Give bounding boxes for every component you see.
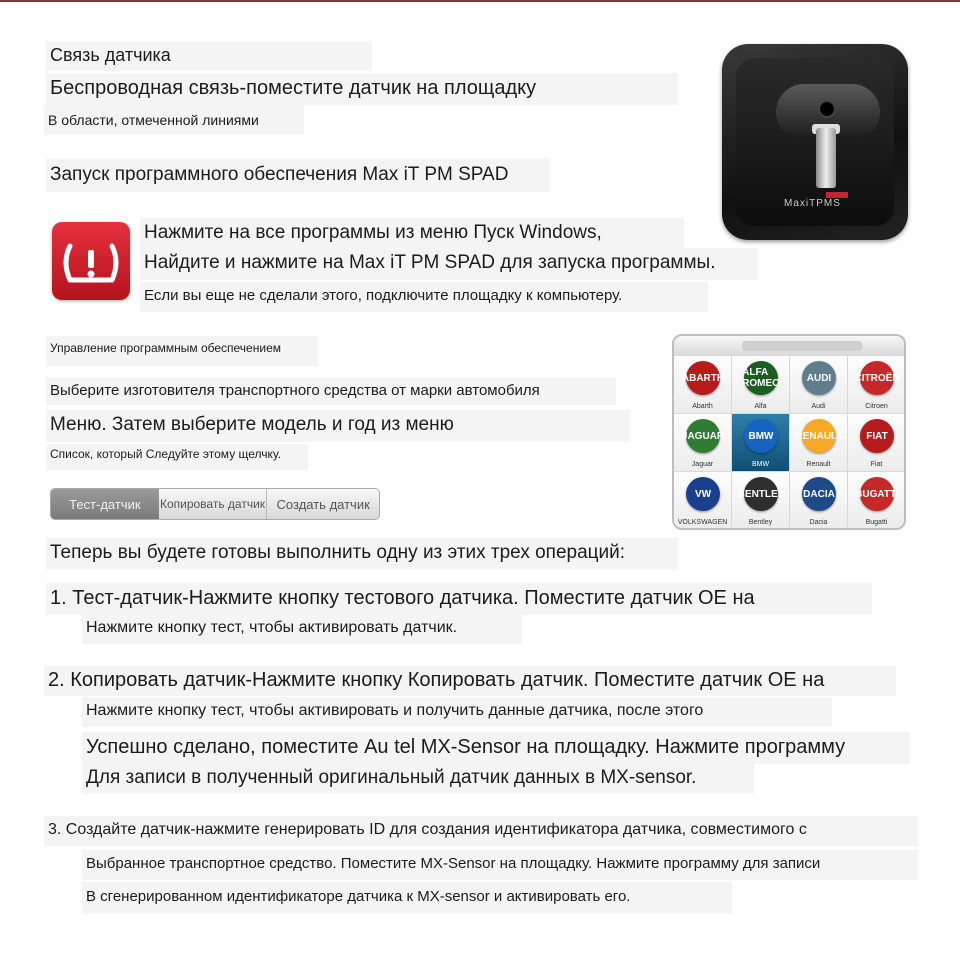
brand-logo-icon: BENTLEY — [744, 477, 778, 511]
connection-line-1: Беспроводная связь-поместите датчик на площадку — [46, 73, 678, 105]
op2-line-3: Для записи в полученный оригинальный датчик данных в MX-sensor. — [82, 764, 754, 794]
brand-tile[interactable] — [790, 472, 848, 530]
brand-tile[interactable] — [732, 472, 790, 530]
tpms-warning-app-icon — [52, 222, 130, 300]
brand-name: Bugatti — [865, 519, 888, 526]
brand-tile[interactable] — [732, 356, 790, 414]
brand-name: Audi — [811, 403, 826, 410]
brand-name: Fiat — [870, 461, 883, 468]
pad-logo: MaxiTPMS — [784, 198, 841, 209]
brand-name: BMW — [751, 461, 770, 468]
brand-name: Jaguar — [691, 461, 714, 468]
ready-text: Теперь вы будете готовы выполнить одну из этих трех операций: — [46, 538, 678, 570]
brand-tile[interactable] — [732, 414, 790, 472]
software-line-2: Меню. Затем выберите модель и год из меню — [46, 410, 630, 442]
section-title-software: Управление программным обеспечением — [46, 336, 318, 366]
brand-tile[interactable] — [790, 356, 848, 414]
brand-logo-icon: VW — [686, 477, 720, 511]
op2-line-2: Успешно сделано, поместите Au tel MX-Sensor на площадку. Нажмите программу — [82, 732, 910, 764]
brand-name: Bentley — [748, 519, 773, 526]
launch-line-1: Нажмите на все программы из меню Пуск Windows, — [140, 218, 684, 248]
brand-logo-icon: CITROËN — [860, 361, 894, 395]
launch-line-2: Найдите и нажмите на Max iT PM SPAD для запуска программы. — [140, 248, 758, 280]
brand-name: Alfa — [754, 403, 767, 410]
brand-tile[interactable] — [674, 356, 732, 414]
op2-line-1: Нажмите кнопку тест, чтобы активировать и получить данные датчика, после этого — [82, 697, 832, 727]
test-sensor-button[interactable]: Тест-датчик — [51, 489, 159, 519]
brand-tile[interactable] — [790, 414, 848, 472]
brand-tile[interactable] — [674, 414, 732, 472]
brand-name: VOLKSWAGEN — [677, 519, 728, 526]
brand-tile[interactable] — [848, 356, 906, 414]
top-border — [0, 0, 960, 2]
brand-tile[interactable] — [848, 414, 906, 472]
op3-line-1: Выбранное транспортное средство. Поместите MX-Sensor на площадку. Нажмите программу для записи — [82, 850, 918, 880]
brand-name: Renault — [806, 461, 831, 468]
launch-line-3: Если вы еще не сделали этого, подключите площадку к компьютеру. — [140, 282, 708, 312]
section-title-connection: Связь датчика — [46, 41, 372, 71]
operation-selector — [50, 488, 380, 520]
brand-tile[interactable] — [848, 472, 906, 530]
brand-name: Citroen — [865, 403, 888, 410]
brand-logo-icon: BMW — [744, 419, 778, 453]
op2-heading: 2. Копировать датчик-Нажмите кнопку Копировать датчик. Поместите датчик OE на — [44, 666, 896, 696]
connection-line-2: В области, отмеченной линиями — [44, 105, 304, 135]
section-title-launch: Запуск программного обеспечения Max iT PM SPAD — [46, 158, 550, 192]
op3-line-2: В сгенерированном идентификаторе датчика к MX-sensor и активировать его. — [82, 882, 732, 914]
software-line-1: Выберите изготовителя транспортного средства от марки автомобиля — [46, 377, 616, 405]
brand-logo-icon: AUDI — [802, 361, 836, 395]
brand-logo-icon: ALFA ROMEO — [744, 361, 778, 395]
sensor-pad-image — [722, 44, 908, 240]
op3-heading: 3. Создайте датчик-нажмите генерировать ID для создания идентификатора датчика, совместимого с — [44, 816, 918, 846]
op1-heading: 1. Тест-датчик-Нажмите кнопку тестового датчика. Поместите датчик OE на — [46, 583, 872, 615]
brand-selection-screenshot — [672, 334, 906, 530]
brand-name: Abarth — [692, 403, 713, 410]
brand-logo-icon: JAGUAR — [686, 419, 720, 453]
brand-logo-icon: BUGATTI — [860, 477, 894, 511]
brand-name: Dacia — [809, 519, 828, 526]
brand-logo-icon: ABARTH — [686, 361, 720, 395]
copy-sensor-button[interactable]: Копировать датчик — [159, 489, 268, 519]
brand-logo-icon: FIAT — [860, 419, 894, 453]
brand-logo-icon: DACIA — [802, 477, 836, 511]
brand-tile[interactable] — [674, 472, 732, 530]
op1-line-1: Нажмите кнопку тест, чтобы активировать датчик. — [82, 614, 522, 644]
brand-logo-icon: RENAULT — [802, 419, 836, 453]
create-sensor-button[interactable]: Создать датчик — [276, 496, 370, 512]
brand-grid — [674, 356, 906, 530]
software-line-3: Список, который Следуйте этому щелчку. — [46, 444, 308, 470]
